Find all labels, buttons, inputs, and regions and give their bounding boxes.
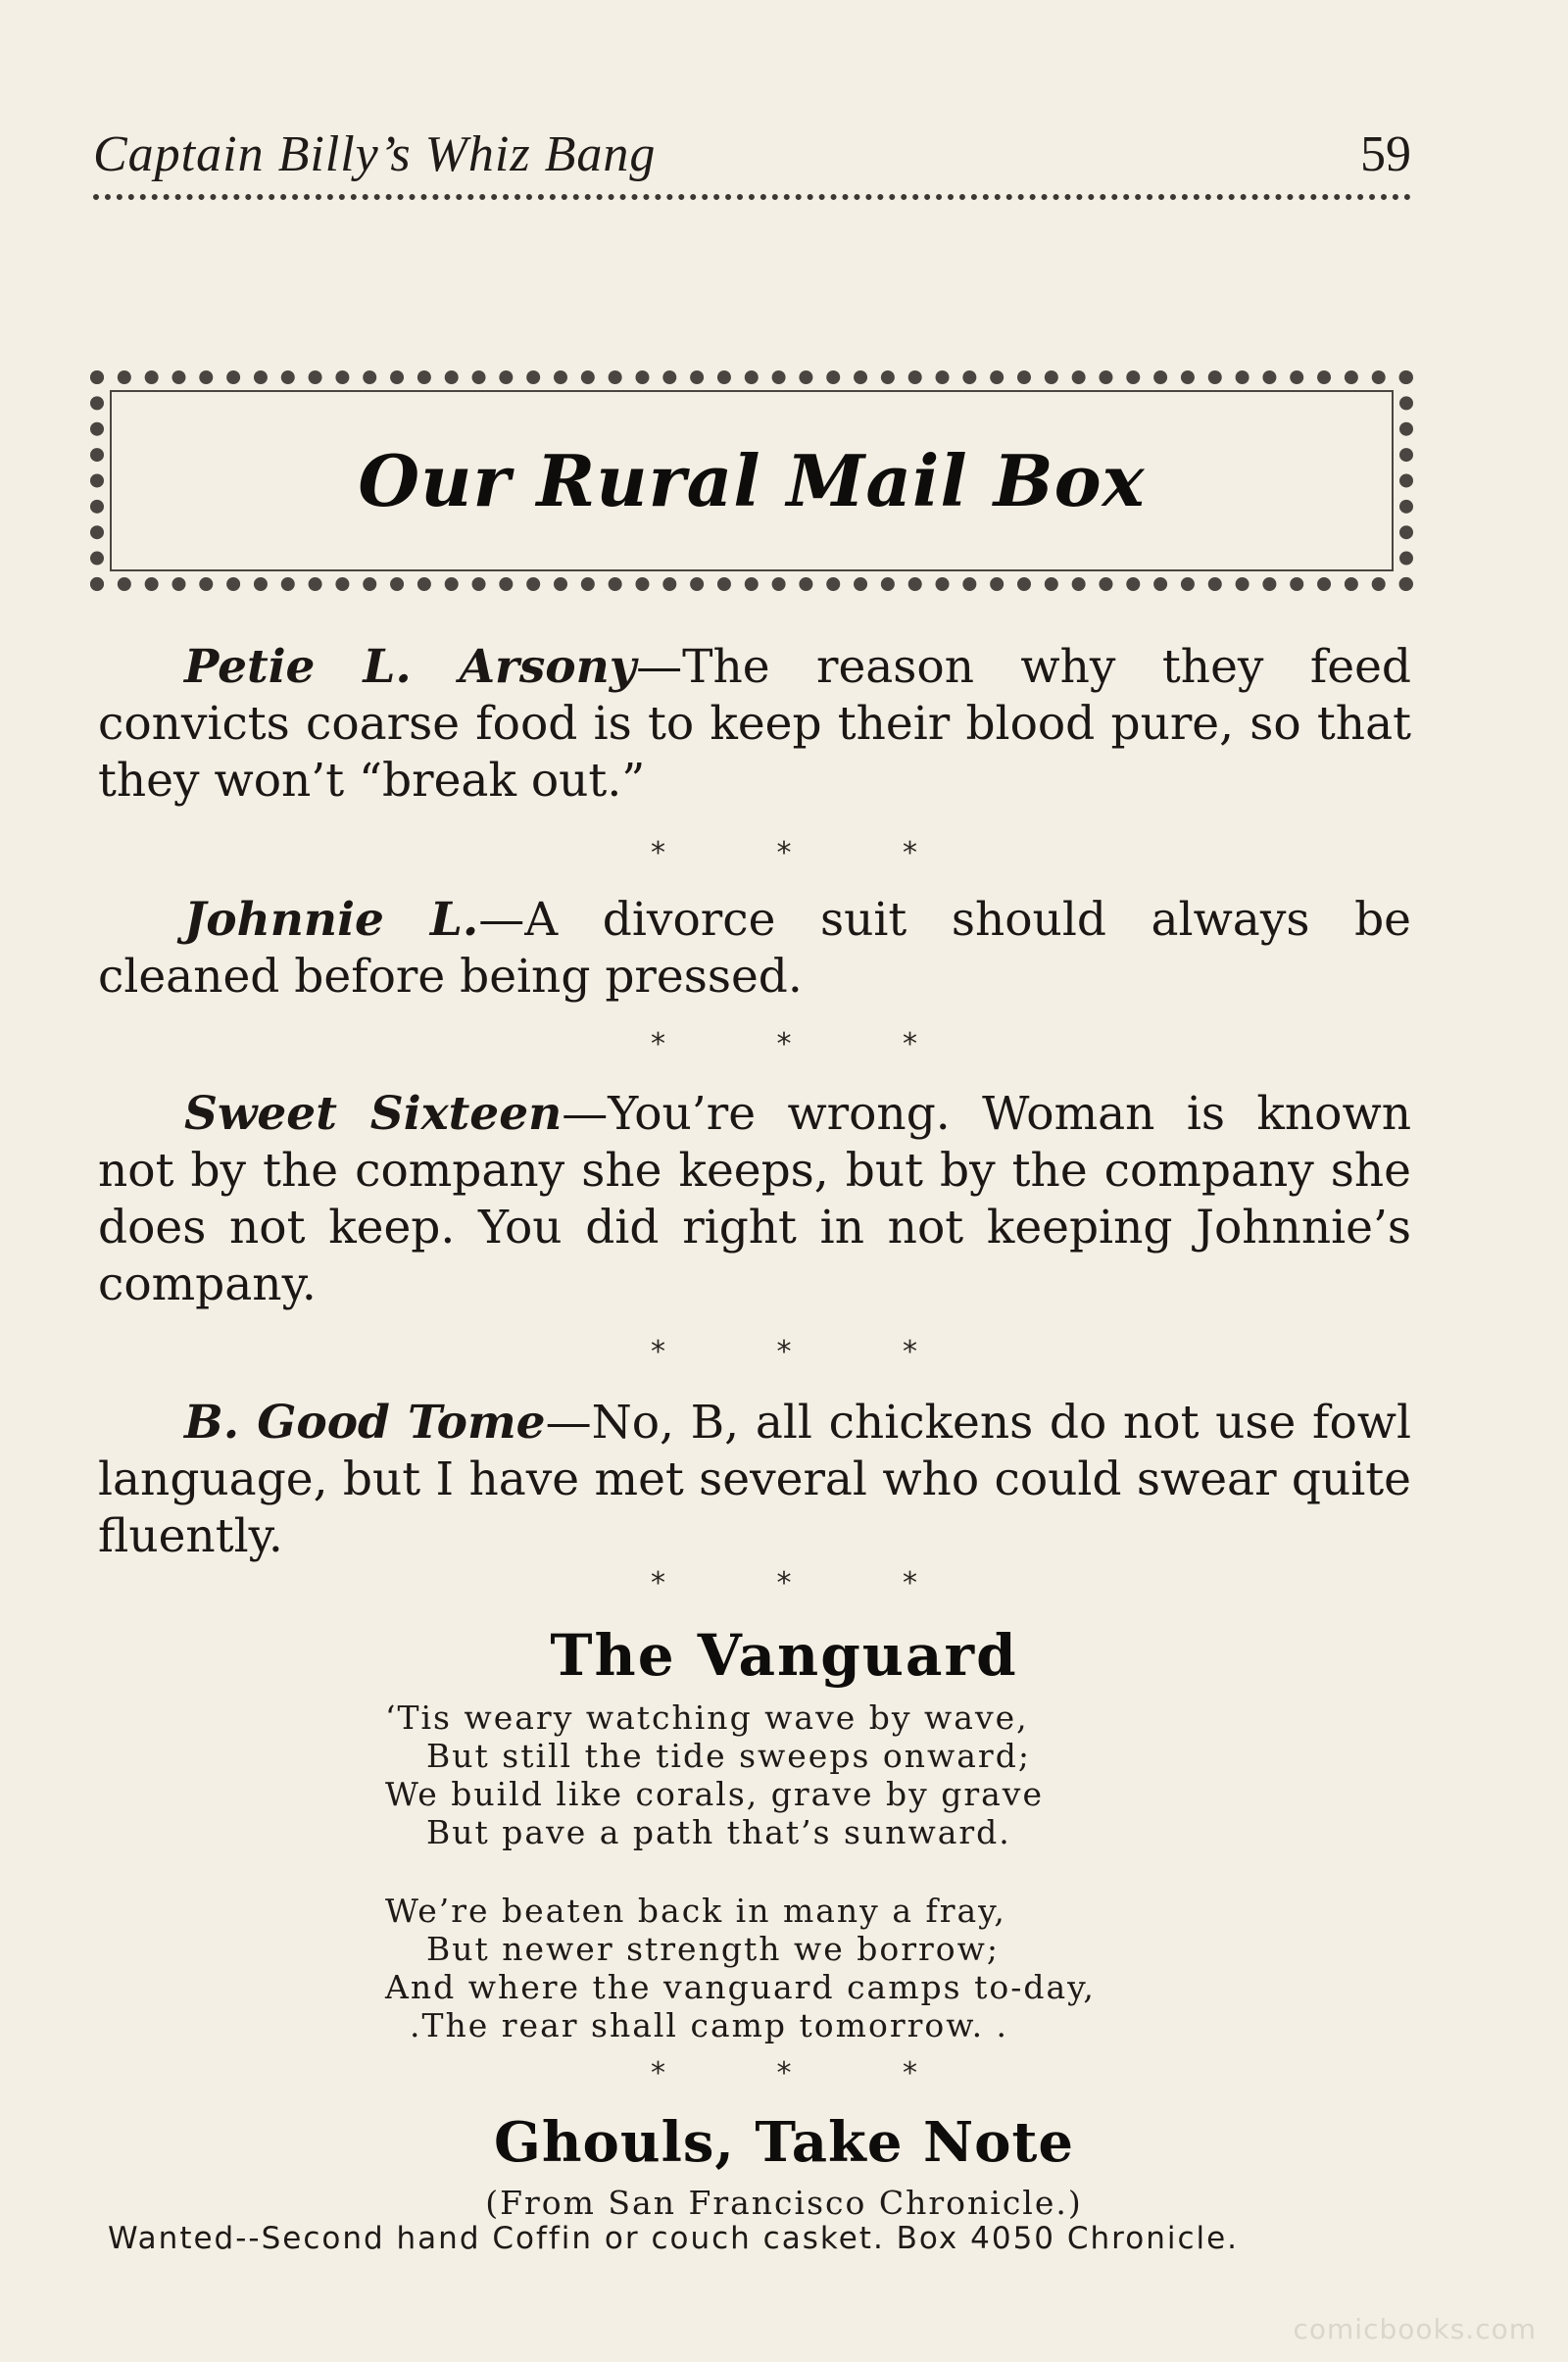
poem-line: ‘Tis weary watching wave by wave, — [385, 1698, 1029, 1737]
watermark: comicbooks.com — [1293, 2313, 1537, 2345]
notice-title: Ghouls, Take Note — [494, 2110, 1074, 2175]
separator-stars: * * * — [650, 1566, 969, 1600]
poem-line: But still the tide sweeps onward; — [426, 1737, 1031, 1775]
mail-entry — [98, 1395, 1411, 1565]
page-number: 59 — [1360, 126, 1411, 182]
mail-entry — [98, 892, 1411, 1006]
entry-name: B. Good Tome — [184, 1396, 546, 1450]
entry-name: Petie L. Arsony — [184, 640, 637, 694]
entry-text: —A divorce suit should always be cleaned before being pressed. — [98, 893, 1411, 1004]
entry-text: —You’re wrong. Woman is known not by the company she keeps, but by the company she does not keep. You did right in not keeping Johnnie’s company. — [98, 1087, 1411, 1311]
poem-stanza — [0, 1892, 1568, 2044]
separator-stars: * * * — [650, 1027, 969, 1061]
entry-text: —No, B, all chickens do not use fowl language, but I have met several who could swear quite fluently. — [98, 1396, 1411, 1563]
running-title: Captain Billy’s Whiz Bang — [93, 126, 657, 182]
mail-entry — [98, 1086, 1411, 1313]
poem-line: .The rear shall camp tomorrow. . — [410, 2006, 1009, 2044]
poem-line: And where the vanguard camps to-day, — [385, 1968, 1096, 2006]
separator-stars: * * * — [650, 836, 969, 870]
poem-line: We’re beaten back in many a fray, — [385, 1892, 1006, 1930]
entry-name: Johnnie L. — [184, 893, 479, 947]
poem-line: We build like corals, grave by grave — [385, 1775, 1044, 1813]
mail-entry — [98, 639, 1411, 810]
notice-source: (From San Francisco Chronicle.) — [485, 2184, 1083, 2222]
section-title: Our Rural Mail Box — [358, 439, 1146, 522]
poem-stanza — [0, 1698, 1568, 1851]
page-header — [93, 125, 1411, 200]
classified-ad: Wanted--Second hand Coffin or couch casket. Box 4050 Chronicle. — [108, 2221, 1240, 2256]
poem-line: But pave a path that’s sunward. — [426, 1813, 1011, 1851]
poem-line: But newer strength we borrow; — [426, 1930, 1001, 1968]
section-title-frame — [110, 390, 1394, 571]
entry-name: Sweet Sixteen — [184, 1087, 563, 1141]
separator-stars: * * * — [650, 2056, 969, 2091]
section-title-box — [90, 370, 1413, 591]
poem-title: The Vanguard — [550, 1622, 1018, 1689]
separator-stars: * * * — [650, 1335, 969, 1369]
entry-text: —The reason why they feed convicts coarse food is to keep their blood pure, so that they won’t “break out.” — [98, 640, 1411, 808]
